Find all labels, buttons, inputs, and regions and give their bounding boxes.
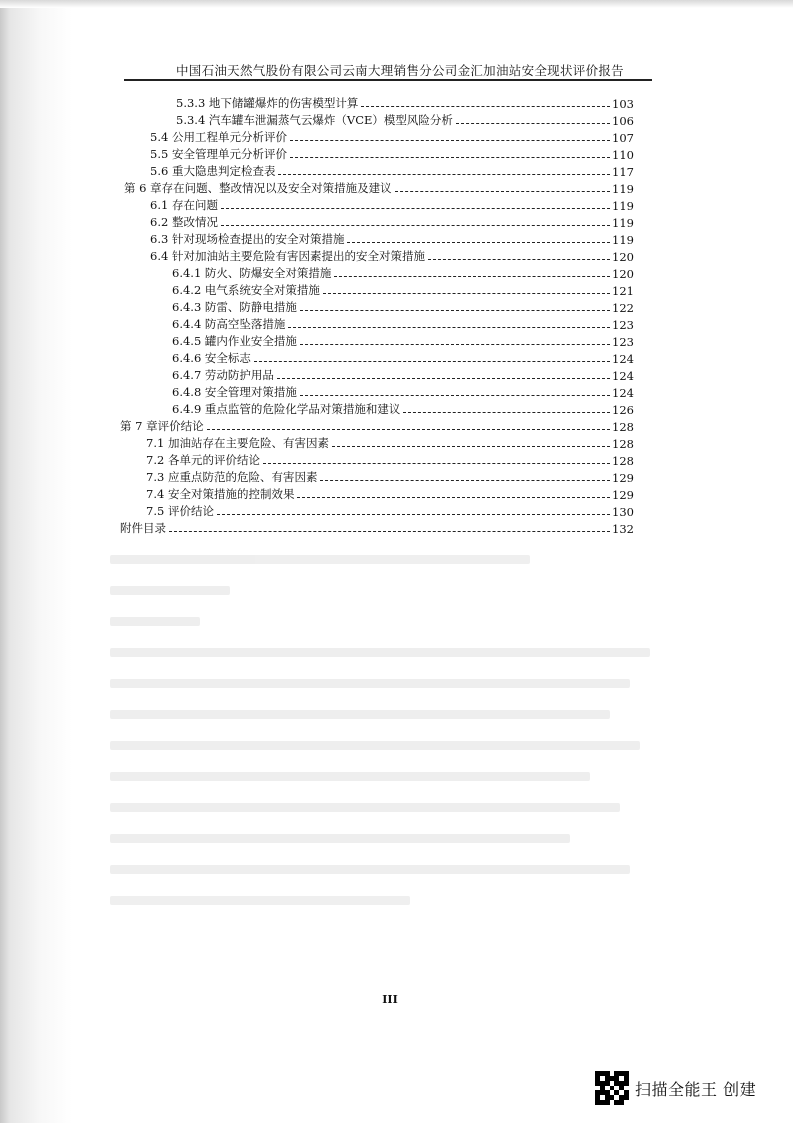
toc-entry[interactable] bbox=[150, 230, 634, 247]
toc-entry-label: 6.4.9 重点监管的危险化学品对策措施和建议 bbox=[172, 402, 401, 416]
toc-entry-page: 124 bbox=[612, 352, 634, 366]
toc-entry-label: 6.3 针对现场检查提出的安全对策措施 bbox=[150, 232, 345, 246]
toc-entry-label: 7.1 加油站存在主要危险、有害因素 bbox=[146, 436, 329, 450]
toc-leader bbox=[221, 208, 610, 209]
toc-entry[interactable] bbox=[172, 332, 634, 349]
toc-entry[interactable] bbox=[146, 468, 634, 485]
toc-entry[interactable] bbox=[150, 162, 634, 179]
toc-entry-page: 123 bbox=[612, 335, 634, 349]
scanner-watermark bbox=[595, 1070, 756, 1106]
toc-leader bbox=[347, 242, 610, 243]
toc-entry-label: 6.4.3 防雷、防静电措施 bbox=[172, 300, 297, 314]
toc-entry[interactable] bbox=[146, 434, 634, 451]
toc-leader bbox=[277, 378, 610, 379]
toc-entry-page: 122 bbox=[612, 301, 634, 315]
toc-leader bbox=[290, 157, 610, 158]
toc-entry[interactable] bbox=[146, 502, 634, 519]
toc-leader bbox=[297, 497, 610, 498]
toc-entry-label: 5.3.4 汽车罐车泄漏蒸气云爆炸（VCE）模型风险分析 bbox=[176, 113, 453, 127]
toc-leader bbox=[403, 412, 610, 413]
toc-entry-label: 附件目录 bbox=[120, 521, 166, 535]
toc-entry-page: 120 bbox=[612, 250, 634, 264]
toc-entry-label: 5.5 安全管理单元分析评价 bbox=[150, 147, 287, 161]
toc-entry-page: 128 bbox=[612, 454, 634, 468]
toc-entry[interactable] bbox=[120, 519, 634, 536]
toc-entry[interactable] bbox=[172, 400, 634, 417]
toc-leader bbox=[263, 463, 610, 464]
toc-entry-label: 6.1 存在问题 bbox=[150, 198, 218, 212]
toc-entry-label: 7.4 安全对策措施的控制效果 bbox=[146, 487, 295, 501]
toc-entry[interactable] bbox=[120, 417, 634, 434]
toc-entry-label: 7.3 应重点防范的危险、有害因素 bbox=[146, 470, 318, 484]
toc-entry-page: 119 bbox=[612, 182, 634, 196]
header-rule bbox=[124, 79, 652, 81]
toc-entry-page: 129 bbox=[612, 471, 634, 485]
toc-entry-label: 6.4.5 罐内作业安全措施 bbox=[172, 334, 297, 348]
toc-entry[interactable] bbox=[146, 451, 634, 468]
toc-entry-label: 第 7 章评价结论 bbox=[120, 419, 204, 433]
toc-leader bbox=[323, 293, 610, 294]
toc-entry[interactable] bbox=[176, 94, 634, 111]
page-number: III bbox=[382, 993, 398, 1006]
toc-entry-page: 124 bbox=[612, 386, 634, 400]
toc-entry-label: 7.5 评价结论 bbox=[146, 504, 214, 518]
qr-code-icon bbox=[595, 1071, 629, 1105]
toc-entry-page: 120 bbox=[612, 267, 634, 281]
toc-leader bbox=[288, 327, 610, 328]
toc-leader bbox=[361, 106, 610, 107]
toc-leader bbox=[395, 191, 610, 192]
toc-entry-label: 6.2 整改情况 bbox=[150, 215, 218, 229]
toc-entry-page: 132 bbox=[612, 522, 634, 536]
toc-entry[interactable] bbox=[172, 366, 634, 383]
toc-entry-page: 128 bbox=[612, 437, 634, 451]
toc-entry-page: 128 bbox=[612, 420, 634, 434]
toc-entry-label: 6.4.4 防高空坠落措施 bbox=[172, 317, 286, 331]
toc-leader bbox=[300, 344, 610, 345]
toc-entry-page: 119 bbox=[612, 233, 634, 247]
toc-entry[interactable] bbox=[150, 213, 634, 230]
toc-entry-page: 126 bbox=[612, 403, 634, 417]
toc-leader bbox=[320, 480, 610, 481]
toc-leader bbox=[334, 276, 610, 277]
toc-leader bbox=[300, 310, 610, 311]
toc-entry[interactable] bbox=[172, 383, 634, 400]
toc-entry-label: 第 6 章存在问题、整改情况以及安全对策措施及建议 bbox=[124, 181, 392, 195]
toc-entry[interactable] bbox=[172, 281, 634, 298]
toc-entry[interactable] bbox=[124, 179, 634, 196]
toc-entry-page: 110 bbox=[612, 148, 634, 162]
toc-leader bbox=[456, 123, 610, 124]
toc-entry-page: 103 bbox=[612, 97, 634, 111]
toc-leader bbox=[290, 140, 610, 141]
toc-entry-page: 121 bbox=[612, 284, 634, 298]
toc-entry-page: 129 bbox=[612, 488, 634, 502]
report-header-title: 中国石油天然气股份有限公司云南大理销售分公司金汇加油站安全现状评价报告 bbox=[175, 63, 624, 78]
toc-leader bbox=[278, 174, 610, 175]
toc-entry[interactable] bbox=[150, 145, 634, 162]
toc-leader bbox=[300, 395, 610, 396]
toc-entry-page: 107 bbox=[612, 131, 634, 145]
toc-entry-label: 6.4.8 安全管理对策措施 bbox=[172, 385, 297, 399]
toc-entry-page: 106 bbox=[612, 114, 634, 128]
toc-leader bbox=[207, 429, 610, 430]
toc-entry-page: 123 bbox=[612, 318, 634, 332]
toc-entry-page: 119 bbox=[612, 216, 634, 230]
toc-entry-label: 5.6 重大隐患判定检查表 bbox=[150, 164, 276, 178]
toc-entry[interactable] bbox=[172, 315, 634, 332]
toc-entry[interactable] bbox=[172, 264, 634, 281]
scan-shadow-top bbox=[0, 0, 793, 8]
toc-entry-label: 7.2 各单元的评价结论 bbox=[146, 453, 260, 467]
toc-entry-label: 6.4.7 劳动防护用品 bbox=[172, 368, 274, 382]
toc-entry-page: 130 bbox=[612, 505, 634, 519]
show-through-text bbox=[110, 555, 670, 955]
toc-leader bbox=[254, 361, 610, 362]
toc-entry-label: 6.4.6 安全标志 bbox=[172, 351, 251, 365]
toc-leader bbox=[221, 225, 610, 226]
toc-entry[interactable] bbox=[176, 111, 634, 128]
toc-entry[interactable] bbox=[150, 247, 634, 264]
toc-entry-label: 6.4.2 电气系统安全对策措施 bbox=[172, 283, 320, 297]
toc-entry[interactable] bbox=[172, 298, 634, 315]
toc-leader bbox=[169, 531, 610, 532]
toc-entry-label: 5.4 公用工程单元分析评价 bbox=[150, 130, 287, 144]
toc-entry-page: 119 bbox=[612, 199, 634, 213]
scan-shadow bbox=[0, 0, 72, 1123]
toc-entry-label: 5.3.3 地下储罐爆炸的伤害模型计算 bbox=[176, 96, 359, 110]
toc-entry[interactable] bbox=[150, 128, 634, 145]
toc-leader bbox=[428, 259, 610, 260]
toc-entry[interactable] bbox=[146, 485, 634, 502]
toc-entry-page: 124 bbox=[612, 369, 634, 383]
toc-entry[interactable] bbox=[150, 196, 634, 213]
toc-entry-label: 6.4 针对加油站主要危险有害因素提出的安全对策措施 bbox=[150, 249, 425, 263]
toc-entry-page: 117 bbox=[612, 165, 634, 179]
toc-entry[interactable] bbox=[172, 349, 634, 366]
toc-leader bbox=[217, 514, 610, 515]
toc-entry-label: 6.4.1 防火、防爆安全对策措施 bbox=[172, 266, 332, 280]
toc-leader bbox=[332, 446, 610, 447]
watermark-text: 扫描全能王 创建 bbox=[635, 1079, 757, 1099]
